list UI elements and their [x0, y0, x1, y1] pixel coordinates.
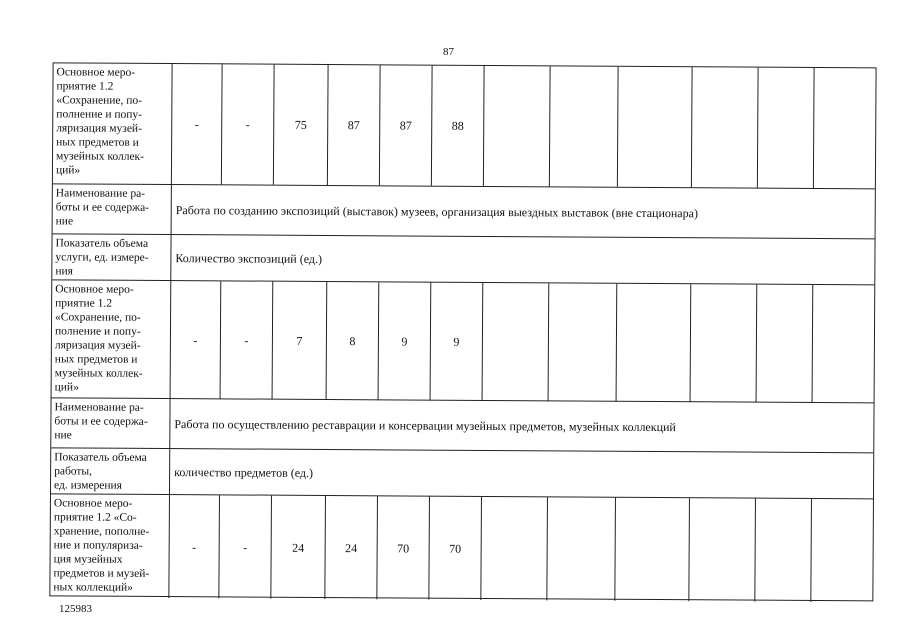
activity-label: Основное меро- приятие 1.2 «Сохранение, по- полнение и попу- ляризация музей- ных предметов и музейных коллек- ций»: [54, 283, 143, 394]
value-cell: [617, 67, 692, 187]
activity-label: Основное меро- приятие 1.2 «Сохранение, по- полнение и попу- ляризация музей- ных предметов и музейных коллек- ций»: [55, 66, 145, 177]
value-cell: -: [170, 281, 221, 399]
value-cell: 87: [379, 65, 432, 185]
value-cell: [754, 499, 811, 602]
value-cell: 8: [326, 282, 379, 400]
value-cell: 70: [428, 497, 481, 600]
activity-row-3: [50, 493, 873, 602]
value-cell: 7: [272, 282, 327, 400]
work-name-row-3: [51, 397, 873, 453]
value-cell: 87: [327, 65, 380, 185]
value-cell: 9: [378, 282, 431, 400]
value-cell: 24: [270, 496, 325, 599]
value-cell: [483, 66, 550, 186]
indicator-row-3: [51, 447, 873, 499]
value-cell: [810, 499, 873, 602]
value-cell: [691, 67, 758, 187]
value-cell: [688, 498, 755, 601]
value-cell: -: [220, 281, 273, 399]
indicator-text: количество предметов (ед.): [169, 449, 873, 499]
indicator-row-2: [52, 233, 874, 285]
value-cell: 24: [324, 496, 377, 599]
value-cell: -: [171, 64, 222, 184]
value-cell: -: [218, 495, 271, 598]
value-cell: [549, 66, 618, 186]
activity-row-1: [53, 63, 876, 188]
work-name-label: Наименование ра- боты и ее содержа- ние: [55, 187, 150, 228]
value-cell: 9: [430, 283, 483, 401]
value-cell: [812, 285, 875, 403]
value-cell: [546, 497, 615, 600]
value-cell: [813, 68, 876, 188]
value-cell: 75: [273, 65, 328, 185]
work-name-label: Наименование ра- боты и ее содержа- ние: [54, 401, 148, 442]
page-number: 87: [443, 46, 454, 58]
value-cell: 70: [376, 496, 429, 599]
value-cell: [616, 284, 691, 402]
value-cell: [482, 283, 549, 401]
value-cell: [614, 498, 689, 601]
value-cell: -: [168, 495, 219, 598]
document-code: 125983: [59, 603, 92, 615]
work-name-text: Работа по созданию экспозиций (выставок) музеев, организация выездных выставок (вне стационара): [171, 185, 875, 239]
museum-table: [49, 62, 876, 601]
value-cell: [548, 283, 617, 401]
value-cell: [756, 285, 813, 403]
value-cell: [757, 68, 814, 188]
value-cell: [690, 284, 757, 402]
value-cell: -: [221, 64, 274, 184]
activity-row-2: [52, 279, 875, 403]
work-name-text: Работа по осуществлению реставрации и консервации музейных предметов, музейных коллекций: [169, 399, 873, 453]
indicator-label: Показатель объема услуги, ед. измере- ния: [55, 237, 149, 278]
indicator-label: Показатель объема работы, ед. измерения: [53, 451, 147, 492]
work-name-row-2: [53, 183, 875, 239]
indicator-text: Количество экспозиций (ед.): [170, 235, 874, 285]
value-cell: [480, 497, 547, 600]
value-cell: 88: [431, 66, 484, 186]
activity-label: Основное меро- приятие 1.2 «Со- хранение, пополне- ние и популяриза- ция музейных предметов и музей- ных коллекций»: [53, 497, 150, 594]
